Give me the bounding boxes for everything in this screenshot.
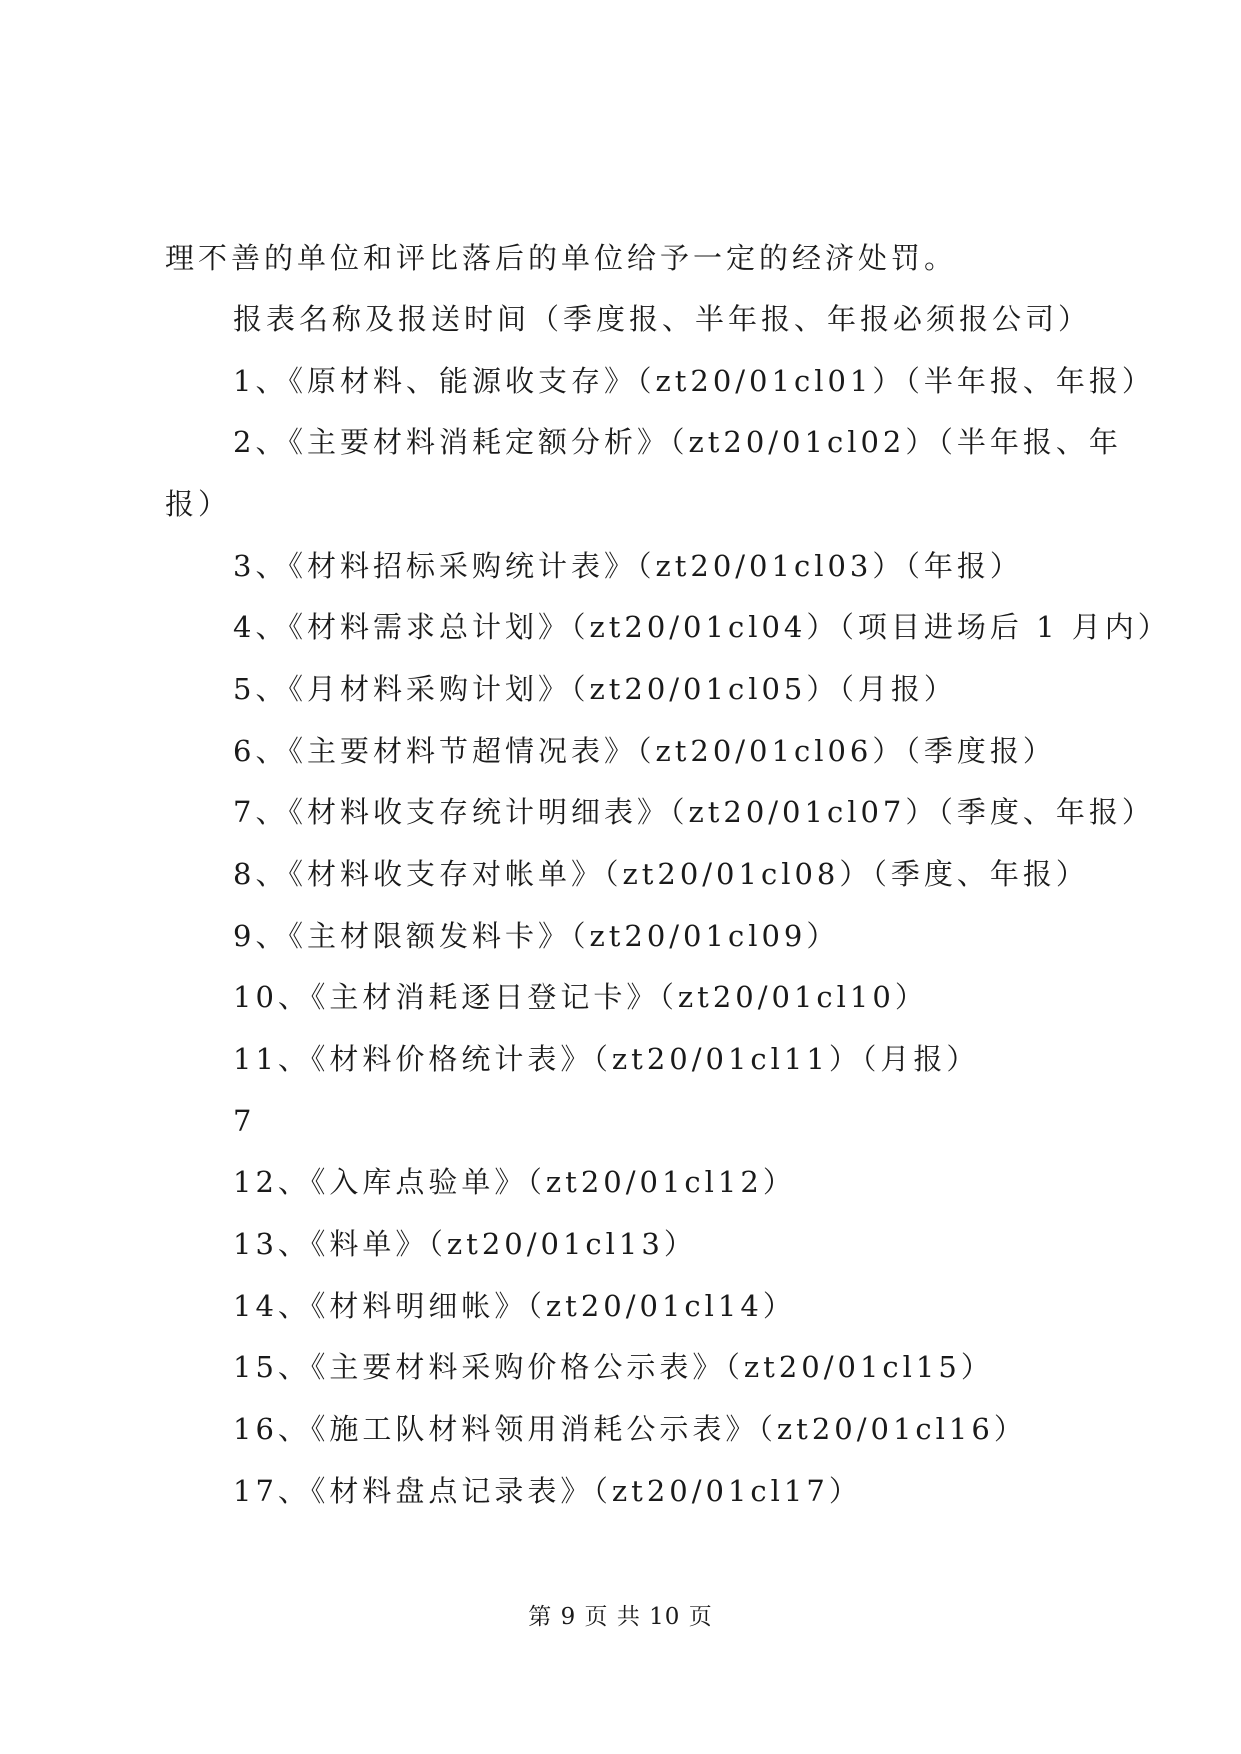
- paragraph-continuation: 理不善的单位和评比落后的单位给予一定的经济处罚。: [165, 241, 958, 275]
- report-item-15: 15、《主要材料采购价格公示表》（zt20/01cl15）: [233, 1350, 994, 1384]
- report-item-4: 4、《材料需求总计划》（zt20/01cl04）（项目进场后 1 月内）: [233, 610, 1171, 644]
- report-item-1: 1、《原材料、能源收支存》（zt20/01cl01）（半年报、年报）: [233, 364, 1155, 398]
- report-item-2-wrap: 报）: [165, 487, 232, 521]
- report-item-7: 7、《材料收支存统计明细表》（zt20/01cl07）（季度、年报）: [233, 795, 1155, 829]
- report-item-6: 6、《主要材料节超情况表》（zt20/01cl06）（季度报）: [233, 734, 1056, 768]
- report-item-11: 11、《材料价格统计表》（zt20/01cl11）（月报）: [233, 1042, 980, 1076]
- report-item-9: 9、《主材限额发料卡》（zt20/01cl09）: [233, 919, 840, 953]
- page-footer: 第 9 页 共 10 页: [528, 1604, 713, 1630]
- inline-number: 7: [233, 1104, 256, 1138]
- report-item-13: 13、《料单》（zt20/01cl13）: [233, 1227, 697, 1261]
- report-item-2: 2、《主要材料消耗定额分析》（zt20/01cl02）（半年报、年: [233, 425, 1122, 459]
- report-item-17: 17、《材料盘点记录表》（zt20/01cl17）: [233, 1474, 862, 1508]
- report-item-5: 5、《月材料采购计划》（zt20/01cl05）（月报）: [233, 672, 957, 706]
- report-item-8: 8、《材料收支存对帐单》（zt20/01cl08）（季度、年报）: [233, 857, 1089, 891]
- report-item-12: 12、《入库点验单》（zt20/01cl12）: [233, 1165, 796, 1199]
- report-item-10: 10、《主材消耗逐日登记卡》（zt20/01cl10）: [233, 980, 928, 1014]
- report-list-heading: 报表名称及报送时间（季度报、半年报、年报必须报公司）: [233, 302, 1092, 336]
- report-item-14: 14、《材料明细帐》（zt20/01cl14）: [233, 1289, 796, 1323]
- report-item-3: 3、《材料招标采购统计表》（zt20/01cl03）（年报）: [233, 549, 1023, 583]
- report-item-16: 16、《施工队材料领用消耗公示表》（zt20/01cl16）: [233, 1412, 1027, 1446]
